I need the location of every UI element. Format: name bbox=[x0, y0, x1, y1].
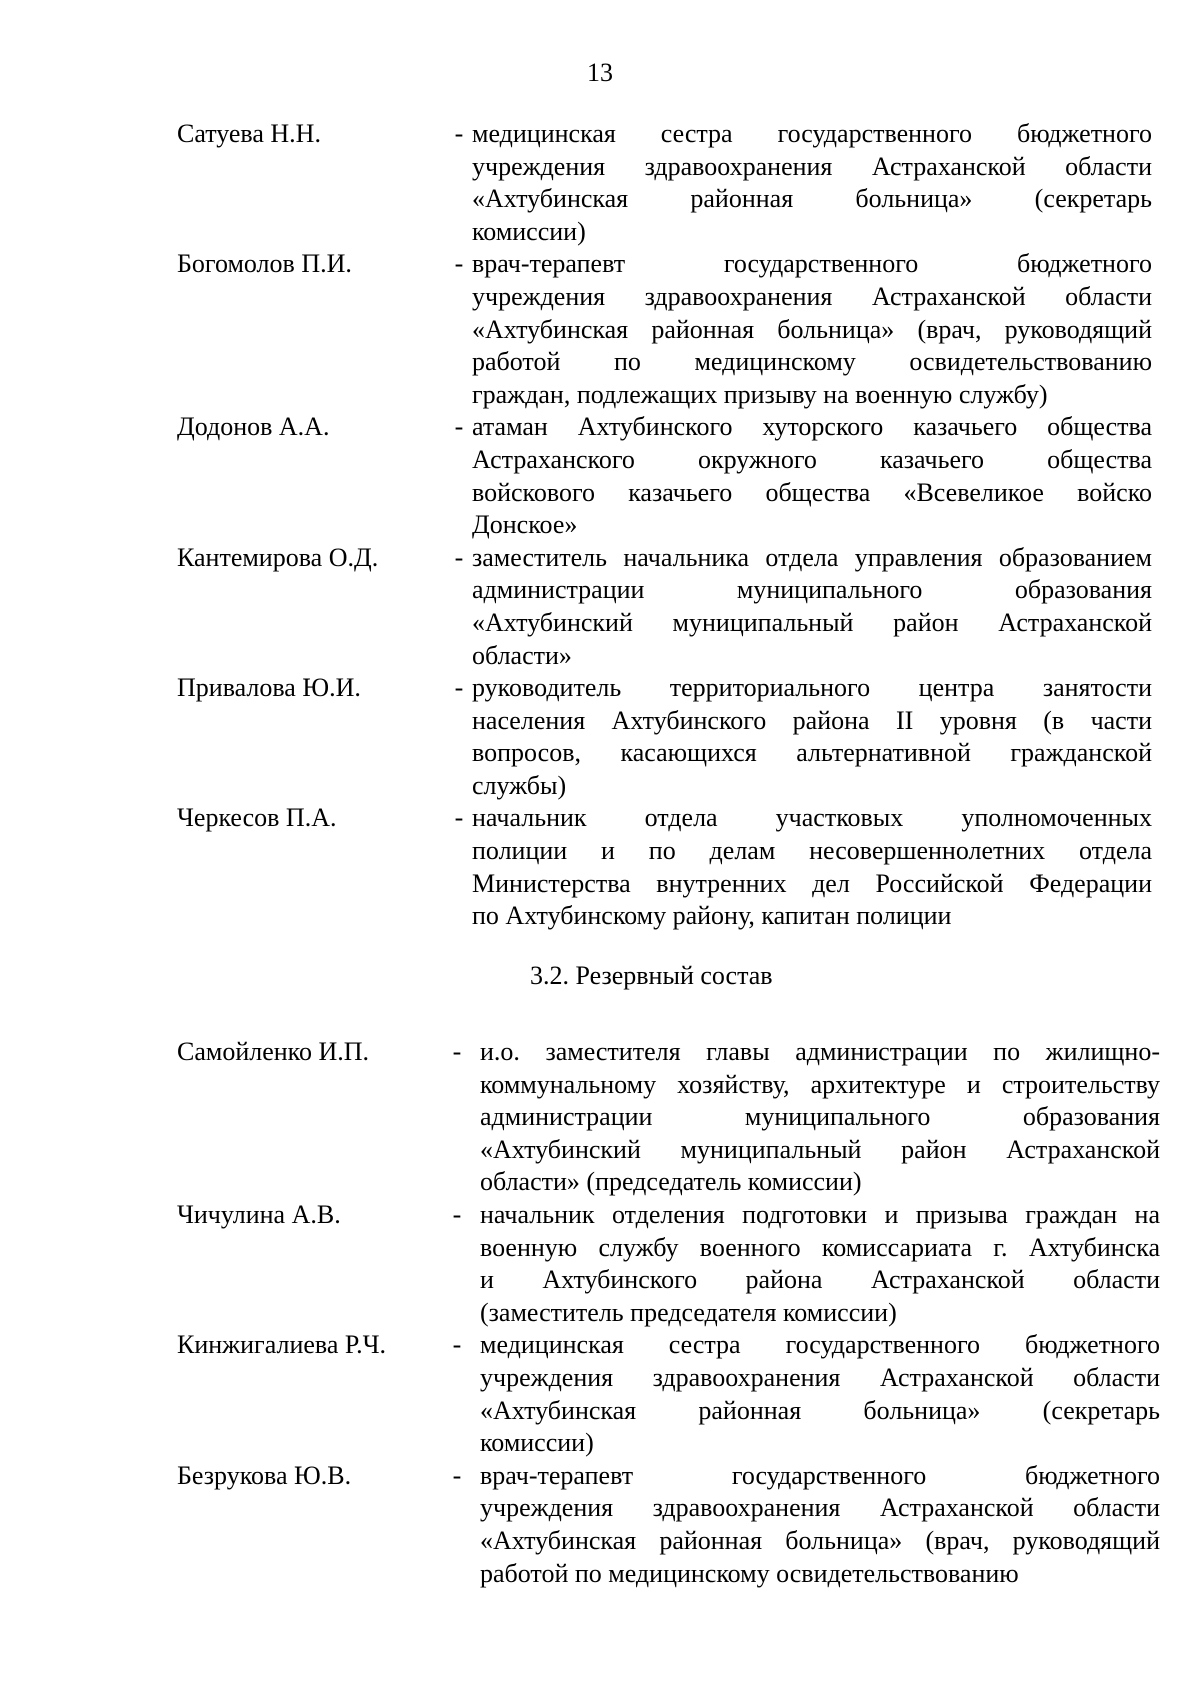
member-position bbox=[472, 411, 1152, 541]
member-dash: - bbox=[452, 1037, 462, 1066]
position-line: и.о. заместителя главы администрации по жилищно- bbox=[480, 1037, 1160, 1066]
position-line: администрации муниципального образования bbox=[472, 575, 1152, 605]
position-line: медицинская сестра государственного бюджетного bbox=[480, 1330, 1160, 1360]
position-line: Министерства внутренних дел Российской Федерации bbox=[472, 868, 1152, 898]
position-line: «Ахтубинский муниципальный район Астраханской bbox=[480, 1134, 1160, 1164]
section-title: 3.2. Резервный состав bbox=[530, 961, 773, 990]
position-line: медицинская сестра государственного бюджетного bbox=[472, 119, 1152, 148]
position-line: Донское» bbox=[472, 510, 578, 540]
member-name: Кинжигалиева Р.Ч. bbox=[177, 1330, 386, 1360]
member-position bbox=[472, 672, 1152, 802]
member-name: Привалова Ю.И. bbox=[177, 673, 361, 703]
member-dash: - bbox=[452, 1330, 462, 1360]
member-position bbox=[480, 1199, 1160, 1329]
position-line: населения Ахтубинского района II уровня (в части bbox=[472, 705, 1152, 735]
member-position bbox=[472, 802, 1152, 932]
member-dash: - bbox=[452, 1199, 462, 1229]
member-entry bbox=[0, 672, 1200, 802]
position-line: граждан, подлежащих призыву на военную службу) bbox=[472, 379, 1048, 409]
position-line: «Ахтубинская районная больница» (секретарь bbox=[472, 184, 1152, 214]
member-entry bbox=[0, 1036, 1200, 1199]
position-line: по Ахтубинскому району, капитан полиции bbox=[472, 901, 952, 931]
member-entry bbox=[0, 1460, 1200, 1590]
member-position bbox=[472, 248, 1152, 411]
position-line: области» (председатель комиссии) bbox=[480, 1167, 862, 1197]
member-name: Додонов А.А. bbox=[177, 412, 330, 442]
member-name: Кантемирова О.Д. bbox=[177, 542, 379, 572]
position-line: войскового казачьего общества «Всевеликое войско bbox=[472, 477, 1152, 507]
position-line: коммунальному хозяйству, архитектуре и строительству bbox=[480, 1069, 1160, 1099]
member-name: Чичулина А.В. bbox=[177, 1199, 341, 1229]
position-line: работой по медицинскому освидетельствованию bbox=[480, 1558, 1019, 1588]
position-line: администрации муниципального образования bbox=[480, 1102, 1160, 1132]
position-line: комиссии) bbox=[480, 1428, 594, 1458]
member-name: Сатуева Н.Н. bbox=[177, 119, 321, 148]
position-line: атаман Ахтубинского хуторского казачьего общества bbox=[472, 412, 1152, 442]
position-line: Астраханского окружного казачьего общества bbox=[472, 444, 1152, 474]
member-name: Безрукова Ю.В. bbox=[177, 1460, 352, 1490]
member-position bbox=[480, 1036, 1160, 1199]
position-line: «Ахтубинская районная больница» (секретарь bbox=[480, 1395, 1160, 1425]
position-line: военную службу военного комиссариата г. Ахтубинска bbox=[480, 1232, 1160, 1262]
position-line: начальник отделения подготовки и призыва граждан на bbox=[480, 1199, 1160, 1229]
member-position bbox=[480, 1329, 1160, 1459]
member-position bbox=[472, 118, 1152, 248]
member-entry bbox=[0, 411, 1200, 541]
position-line: вопросов, касающихся альтернативной гражданской bbox=[472, 738, 1152, 768]
member-dash: - bbox=[454, 412, 464, 442]
position-line: руководитель территориального центра занятости bbox=[472, 673, 1152, 703]
position-line: комиссии) bbox=[472, 216, 586, 246]
position-line: учреждения здравоохранения Астраханской области bbox=[480, 1493, 1160, 1523]
position-line: учреждения здравоохранения Астраханской области bbox=[480, 1362, 1160, 1392]
position-line: полиции и по делам несовершеннолетних отдела bbox=[472, 836, 1152, 866]
position-line: «Ахтубинский муниципальный район Астраханской bbox=[472, 607, 1152, 637]
member-entry bbox=[0, 1329, 1200, 1459]
position-line: заместитель начальника отдела управления образованием bbox=[472, 542, 1152, 572]
position-line: учреждения здравоохранения Астраханской области bbox=[472, 281, 1152, 311]
position-line: врач-терапевт государственного бюджетного bbox=[480, 1460, 1160, 1490]
position-line: работой по медицинскому освидетельствованию bbox=[472, 347, 1152, 377]
member-position bbox=[480, 1460, 1160, 1590]
page-number: 13 bbox=[587, 58, 613, 87]
member-dash: - bbox=[454, 119, 464, 148]
member-position bbox=[472, 542, 1152, 672]
member-entry bbox=[0, 248, 1200, 411]
member-dash: - bbox=[452, 1460, 462, 1490]
main-composition-list bbox=[0, 118, 1200, 933]
position-line: «Ахтубинская районная больница» (врач, руководящий bbox=[480, 1525, 1160, 1555]
member-entry bbox=[0, 802, 1200, 932]
position-line: «Ахтубинская районная больница» (врач, руководящий bbox=[472, 314, 1152, 344]
reserve-composition-list bbox=[0, 1036, 1200, 1590]
member-name: Самойленко И.П. bbox=[177, 1037, 370, 1066]
member-entry bbox=[0, 1199, 1200, 1329]
position-line: области» bbox=[472, 640, 572, 670]
member-dash: - bbox=[454, 542, 464, 572]
member-entry bbox=[0, 542, 1200, 672]
member-name: Черкесов П.А. bbox=[177, 803, 337, 833]
member-name: Богомолов П.И. bbox=[177, 249, 352, 279]
position-line: врач-терапевт государственного бюджетного bbox=[472, 249, 1152, 279]
position-line: (заместитель председателя комиссии) bbox=[480, 1297, 897, 1327]
position-line: службы) bbox=[472, 770, 567, 800]
member-dash: - bbox=[454, 673, 464, 703]
member-entry bbox=[0, 118, 1200, 248]
position-line: учреждения здравоохранения Астраханской области bbox=[472, 151, 1152, 181]
position-line: и Ахтубинского района Астраханской области bbox=[480, 1265, 1160, 1295]
member-dash: - bbox=[454, 803, 464, 833]
member-dash: - bbox=[454, 249, 464, 279]
position-line: начальник отдела участковых уполномоченных bbox=[472, 803, 1152, 833]
